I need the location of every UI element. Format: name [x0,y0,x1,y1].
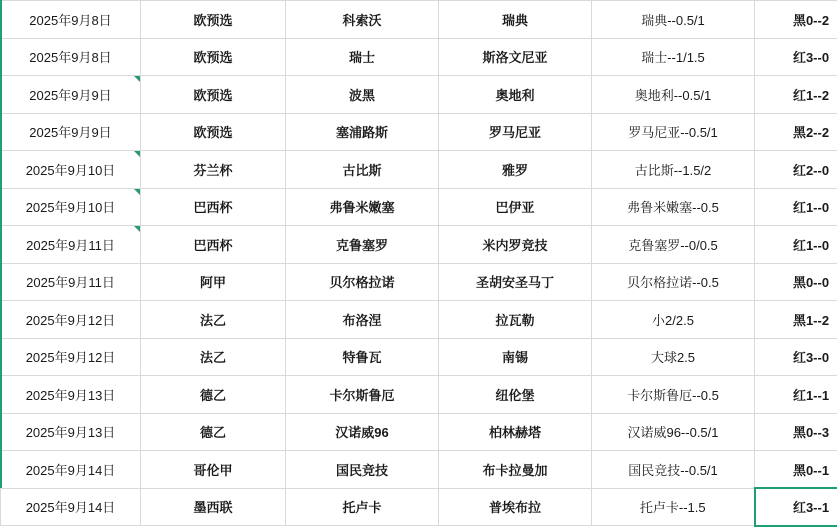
cell-result: 红3--0 [755,38,837,76]
cell-away-team: 纽伦堡 [439,376,592,414]
table-row[interactable] [1,38,837,76]
cell-result: 红3--0 [755,338,837,376]
cell-home-team: 布洛涅 [286,301,439,339]
cell-date: 2025年9月12日 [1,338,141,376]
cell-pick: 弗鲁米嫩塞--0.5 [592,188,755,226]
table-row[interactable] [1,263,837,301]
cell-home-team: 贝尔格拉诺 [286,263,439,301]
cell-home-team: 卡尔斯鲁厄 [286,376,439,414]
cell-league: 巴西杯 [141,188,286,226]
cell-result: 黑2--2 [755,113,837,151]
cell-away-team: 拉瓦勒 [439,301,592,339]
cell-result: 黑1--2 [755,301,837,339]
cell-home-team: 国民竞技 [286,451,439,489]
cell-pick: 大球2.5 [592,338,755,376]
table-row[interactable] [1,338,837,376]
cell-date: 2025年9月14日 [1,488,141,526]
cell-pick: 国民竞技--0.5/1 [592,451,755,489]
match-table-body [1,1,837,526]
cell-league: 德乙 [141,376,286,414]
table-row[interactable] [1,113,837,151]
cell-result: 黑0--1 [755,451,837,489]
cell-league: 法乙 [141,301,286,339]
cell-pick: 罗马尼亚--0.5/1 [592,113,755,151]
table-row[interactable] [1,1,837,39]
cell-pick: 小2/2.5 [592,301,755,339]
cell-away-team: 奥地利 [439,76,592,114]
cell-result: 红1--2 [755,76,837,114]
cell-result: 红2--0 [755,151,837,189]
cell-league: 墨西联 [141,488,286,526]
cell-result: 黑0--2 [755,1,837,39]
cell-date: 2025年9月8日 [1,38,141,76]
cell-date: 2025年9月12日 [1,301,141,339]
cell-away-team: 圣胡安圣马丁 [439,263,592,301]
cell-league: 哥伦甲 [141,451,286,489]
cell-pick: 卡尔斯鲁厄--0.5 [592,376,755,414]
cell-pick: 克鲁塞罗--0/0.5 [592,226,755,264]
cell-home-team: 特鲁瓦 [286,338,439,376]
table-row[interactable] [1,226,837,264]
cell-result: 黑0--0 [755,263,837,301]
cell-home-team: 塞浦路斯 [286,113,439,151]
cell-date: 2025年9月13日 [1,376,141,414]
cell-date: 2025年9月9日 [1,76,141,114]
cell-away-team: 罗马尼亚 [439,113,592,151]
table-row[interactable] [1,451,837,489]
cell-result: 红1--0 [755,188,837,226]
cell-pick: 古比斯--1.5/2 [592,151,755,189]
cell-home-team: 克鲁塞罗 [286,226,439,264]
table-row[interactable] [1,301,837,339]
table-row[interactable] [1,76,837,114]
cell-date: 2025年9月11日 [1,226,141,264]
cell-pick: 奥地利--0.5/1 [592,76,755,114]
cell-away-team: 南锡 [439,338,592,376]
table-row[interactable] [1,151,837,189]
cell-home-team: 古比斯 [286,151,439,189]
cell-date: 2025年9月10日 [1,151,141,189]
cell-home-team: 托卢卡 [286,488,439,526]
cell-home-team: 波黑 [286,76,439,114]
cell-date: 2025年9月9日 [1,113,141,151]
cell-pick: 托卢卡--1.5 [592,488,755,526]
cell-league: 德乙 [141,413,286,451]
cell-result: 红3--1 [755,488,837,526]
cell-away-team: 雅罗 [439,151,592,189]
cell-home-team: 汉诺威96 [286,413,439,451]
table-row[interactable] [1,376,837,414]
cell-away-team: 巴伊亚 [439,188,592,226]
cell-league: 阿甲 [141,263,286,301]
cell-home-team: 弗鲁米嫩塞 [286,188,439,226]
cell-home-team: 瑞士 [286,38,439,76]
cell-league: 欧预选 [141,76,286,114]
table-row[interactable] [1,488,837,526]
cell-away-team: 普埃布拉 [439,488,592,526]
cell-pick: 瑞士--1/1.5 [592,38,755,76]
cell-away-team: 布卡拉曼加 [439,451,592,489]
cell-league: 法乙 [141,338,286,376]
cell-pick: 瑞典--0.5/1 [592,1,755,39]
cell-pick: 贝尔格拉诺--0.5 [592,263,755,301]
cell-date: 2025年9月13日 [1,413,141,451]
cell-away-team: 米内罗竞技 [439,226,592,264]
cell-league: 芬兰杯 [141,151,286,189]
cell-away-team: 斯洛文尼亚 [439,38,592,76]
cell-away-team: 柏林赫塔 [439,413,592,451]
cell-home-team: 科索沃 [286,1,439,39]
cell-league: 欧预选 [141,113,286,151]
cell-date: 2025年9月10日 [1,188,141,226]
cell-result: 红1--0 [755,226,837,264]
cell-pick: 汉诺威96--0.5/1 [592,413,755,451]
cell-date: 2025年9月14日 [1,451,141,489]
cell-league: 巴西杯 [141,226,286,264]
table-row[interactable] [1,413,837,451]
cell-away-team: 瑞典 [439,1,592,39]
cell-date: 2025年9月8日 [1,1,141,39]
cell-league: 欧预选 [141,38,286,76]
cell-result: 黑0--3 [755,413,837,451]
cell-result: 红1--1 [755,376,837,414]
cell-league: 欧预选 [141,1,286,39]
table-row[interactable] [1,188,837,226]
cell-date: 2025年9月11日 [1,263,141,301]
